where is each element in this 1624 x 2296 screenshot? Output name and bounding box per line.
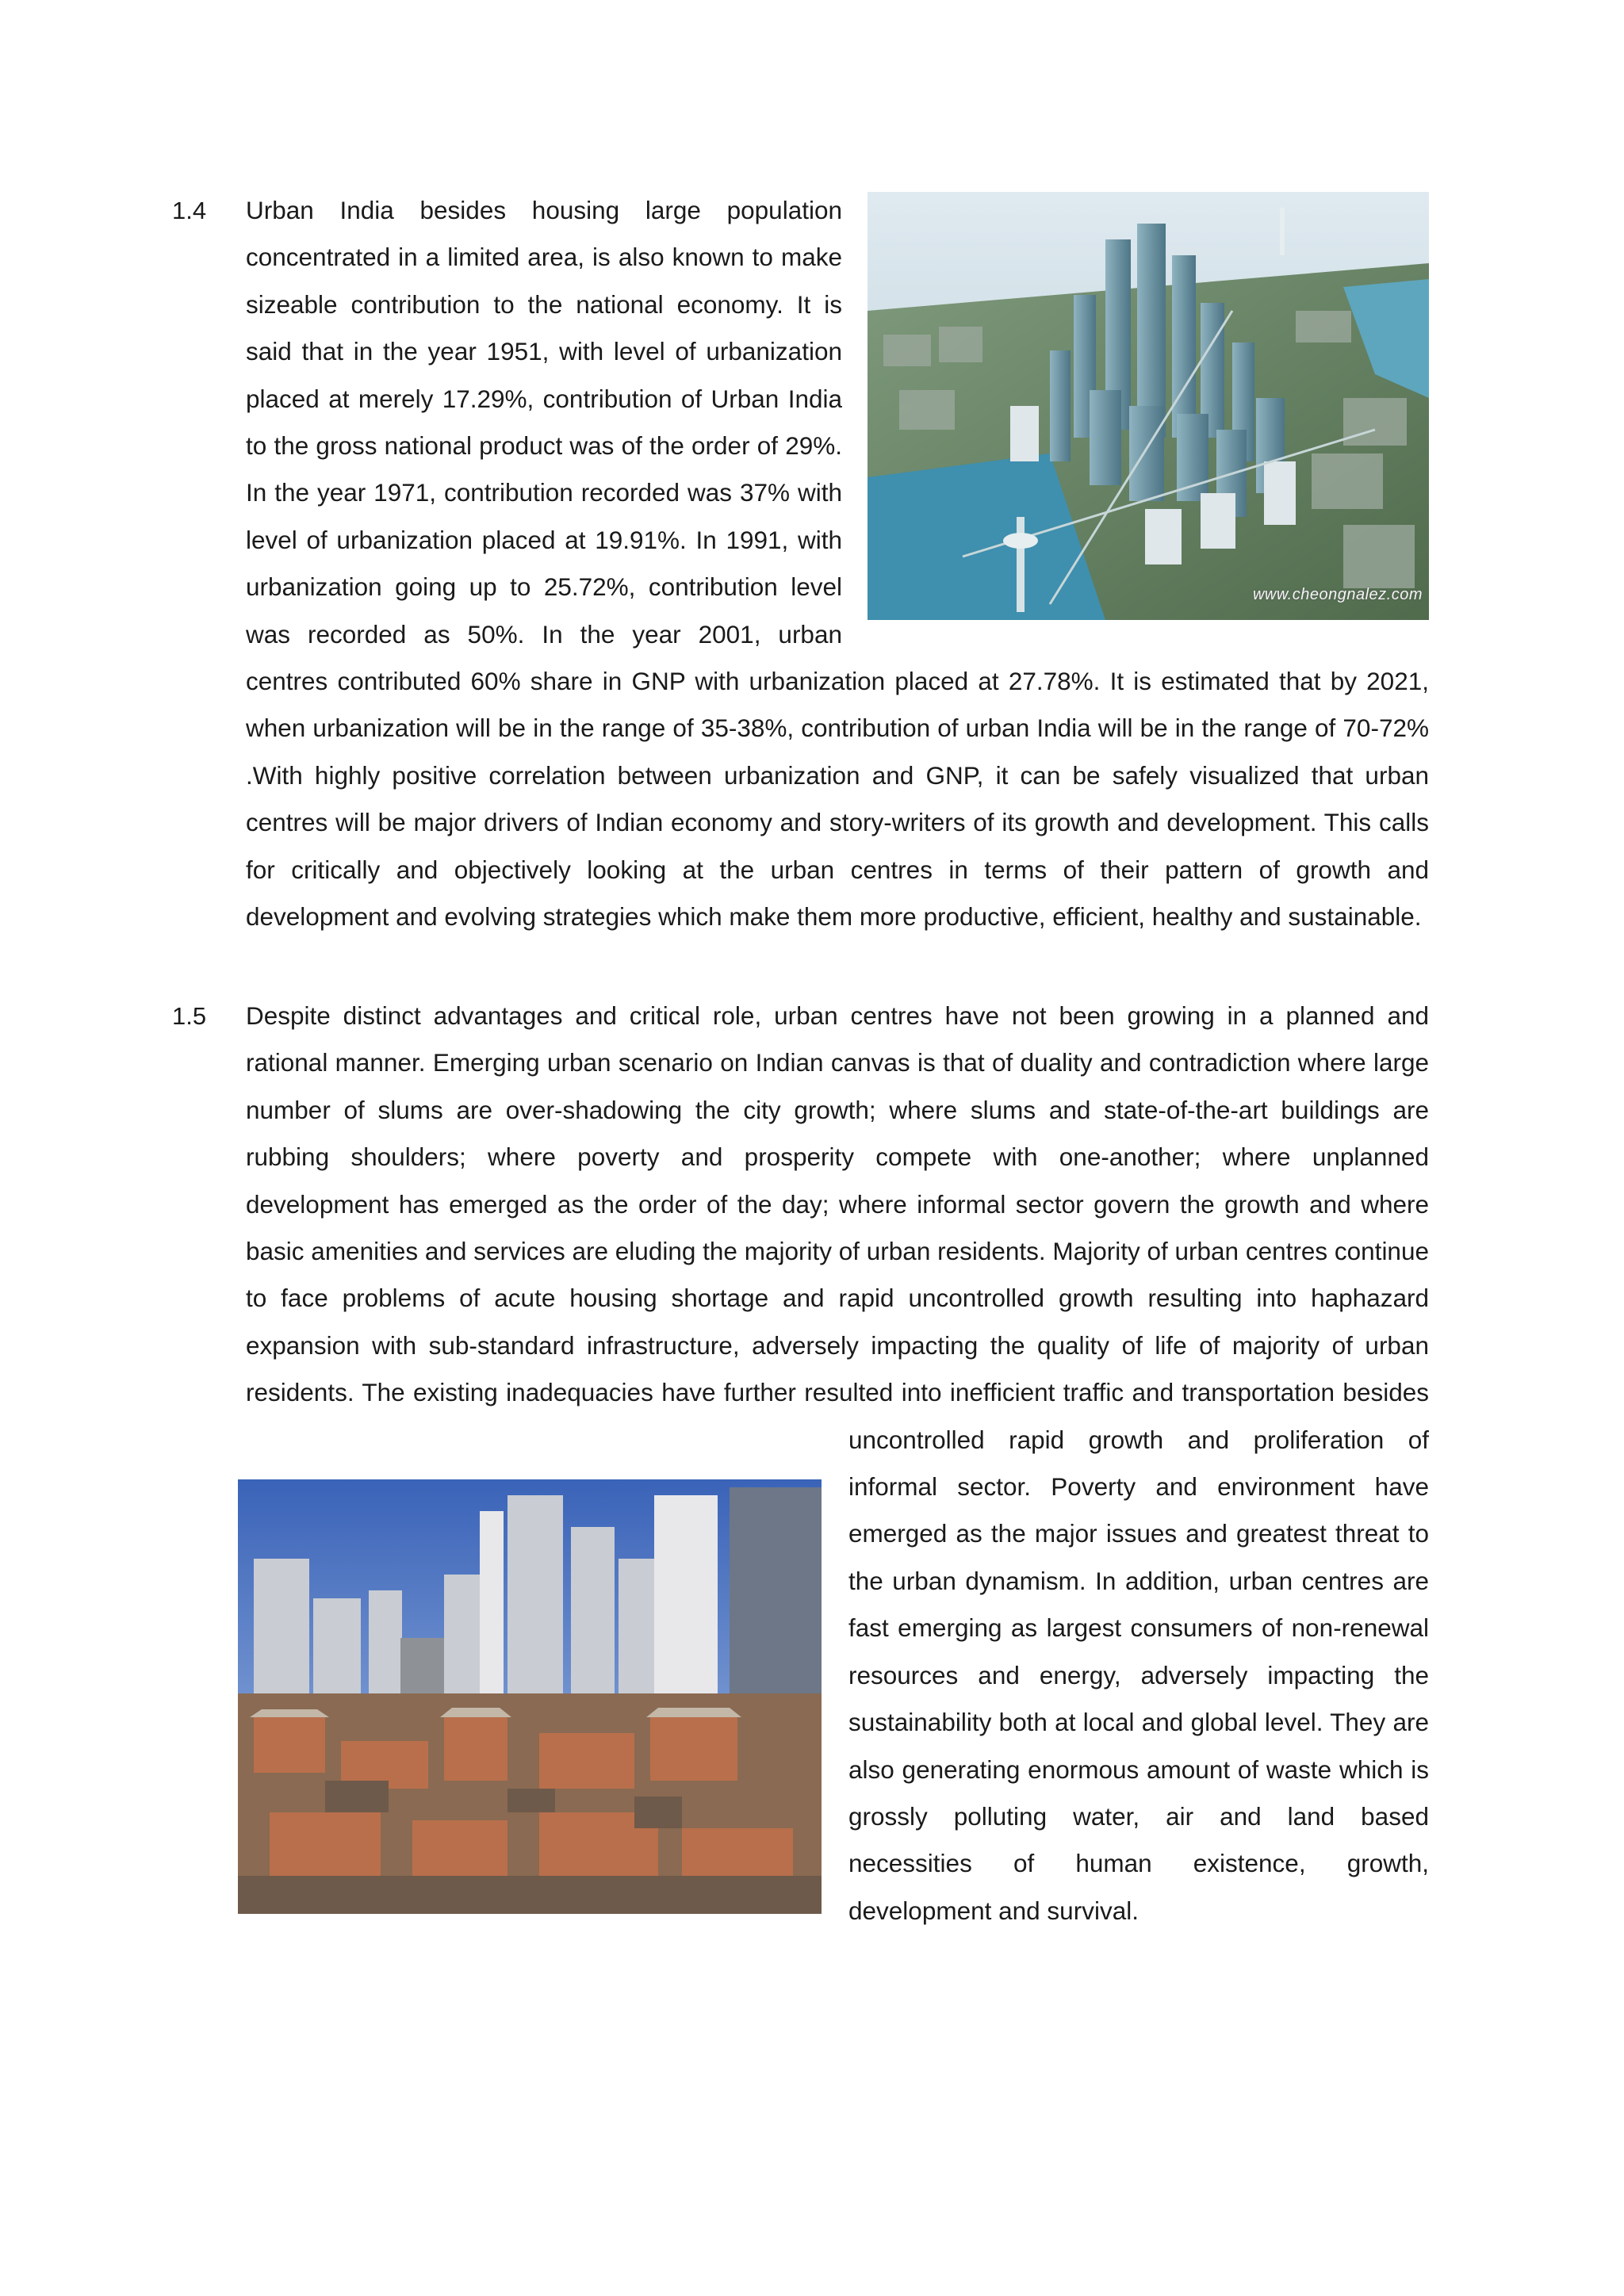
paragraph-number-1-4: 1.4	[172, 197, 207, 224]
slum-and-skyline-image	[238, 1479, 822, 1914]
image-watermark: www.cheongnalez.com	[1252, 585, 1423, 603]
paragraph-number-1-5: 1.5	[172, 1002, 207, 1030]
paragraph-1-5-text: Despite distinct advantages and critical role, urban centres have not been growing in a planned and rational manner. Emerging urban scenario on Indian canvas is that of duality and contradiction where large number of slums are over-shadowing the city growth; where slums and state-of-the-art buildings are rubbing shoulders; where poverty and prosperity compete with one-another; where unplanned development has emerged as the order of the day; where informal sector govern the growth and where basic amenities and services are eluding the majority of urban residents. Majority of urban centres continue to face problems of acute housing shortage and rapid uncontrolled growth resulting into haphazard expansion with sub-standard infrastructure, adversely impacting the quality of life of majority of urban residents. The existing inadequacies have further resulted into inefficient traffic and transportation besides uncontrolled rapid growth and proliferation of informal sector. Poverty and environment have emerged as the major issues and greatest threat to the urban dynamism. In addition, urban centres are fast emerging as largest consumers of non-renewal resources and energy, adversely impacting the sustainability both at local and global level. They are also generating enormous amount of waste which is grossly polluting water, air and land based necessities of human existence, growth, development and survival.	[246, 1001, 1429, 1925]
paragraph-1-4-text: Urban India besides housing large population concentrated in a limited area, is also known to make sizeable contribution to the national economy. It is said that in the year 1951, with level of urbanization placed at merely 17.29%, contribution of Urban India to the gross national product was of the order of 29%. In the year 1971, contribution recorded was 37% with level of urbanization placed at 19.91%. In 1991, with urbanization going up to 25.72%, contribution level was recorded as 50%. In the year 2001, urban centres contributed 60% share in GNP with urbanization placed at 27.78%. It is estimated that by 2021, when urbanization will be in the range of 35-38%, contribution of urban India will be in the range of 70-72% .With highly positive correlation between urbanization and GNP, it can be safely visualized that urban centres will be major drivers of Indian economy and story-writers of its growth and development. This calls for critically and objectively looking at the urban centres in terms of their pattern of growth and development and evolving strategies which make them more productive, efficient, healthy and sustainable.	[246, 196, 1429, 932]
aerial-city-render-graphic	[868, 192, 1429, 620]
paragraph-1-5	[246, 993, 1429, 1934]
slum-skyline-photo-graphic	[238, 1479, 822, 1914]
city-development-rendering-image	[868, 192, 1429, 620]
paragraph-1-4	[246, 187, 1429, 941]
